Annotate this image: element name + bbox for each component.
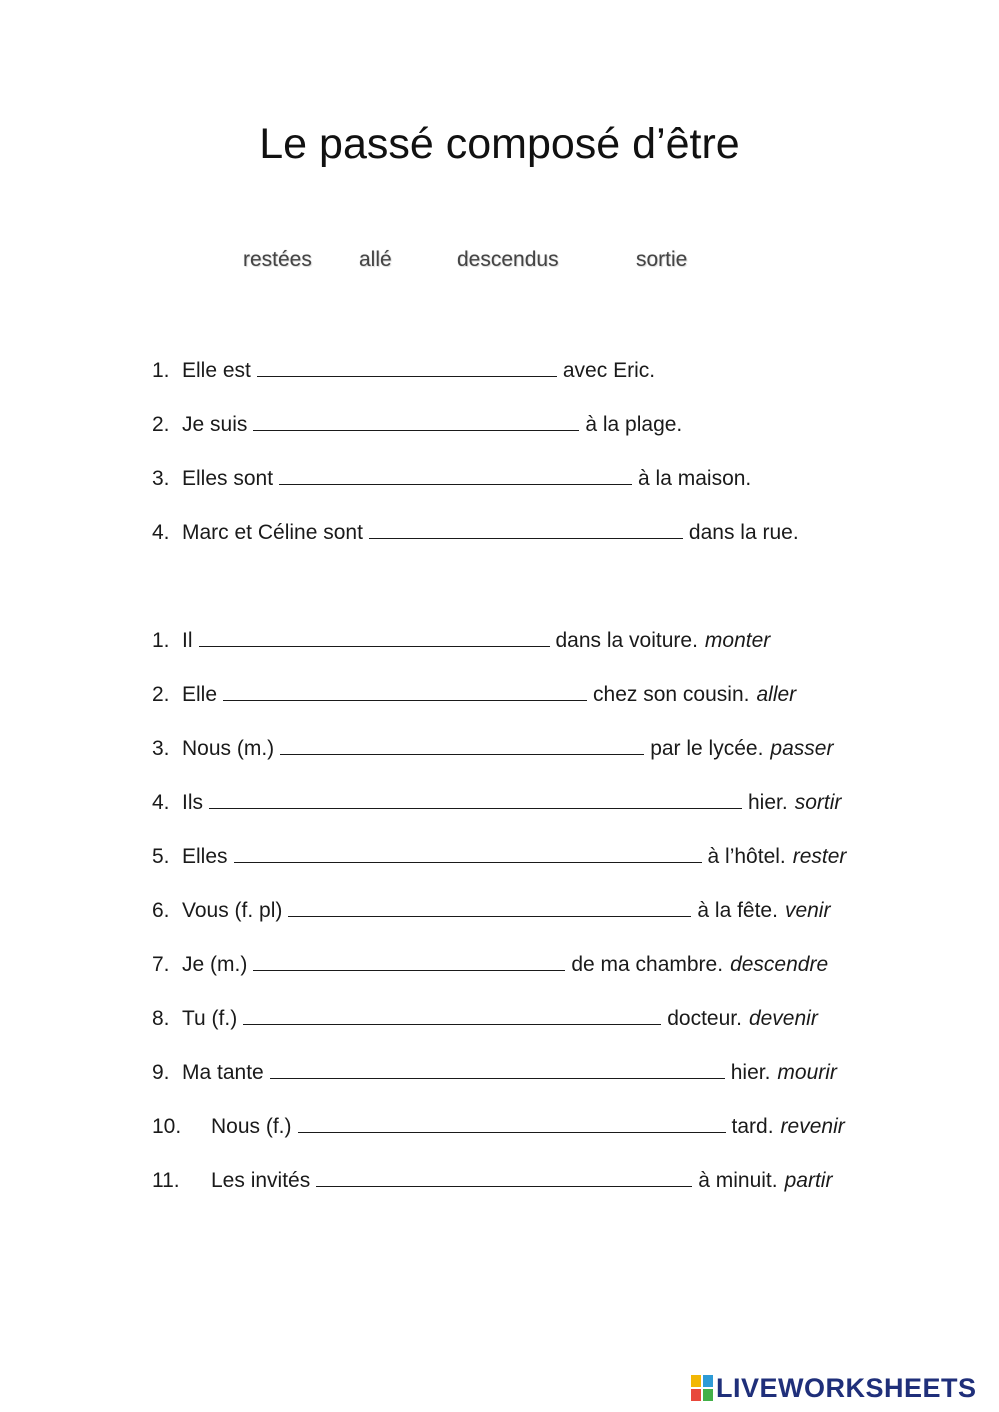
word-bank-item: descendus xyxy=(457,248,559,271)
item-number: 4. xyxy=(152,521,170,544)
sentence-end: chez son cousin. xyxy=(593,683,750,706)
exercise-line xyxy=(152,733,833,763)
answer-blank[interactable] xyxy=(288,895,691,917)
word-bank-item: sortie xyxy=(636,248,688,271)
sentence-end: à l’hôtel. xyxy=(707,845,786,868)
sentence-end: à la plage. xyxy=(585,413,683,436)
sentence-end: tard. xyxy=(731,1115,774,1138)
verb-hint: devenir xyxy=(748,1007,818,1030)
sentence-end: docteur. xyxy=(667,1007,742,1030)
item-number: 11. xyxy=(152,1169,180,1192)
sentence-start: Marc et Céline sont xyxy=(182,521,363,544)
logo-mark-icon xyxy=(691,1375,713,1401)
answer-blank[interactable] xyxy=(253,409,579,431)
exercise-line xyxy=(152,949,828,979)
verb-hint: descendre xyxy=(730,953,829,976)
item-number: 1. xyxy=(152,359,170,382)
item-number: 6. xyxy=(152,899,170,922)
item-number: 1. xyxy=(152,629,170,652)
answer-blank[interactable] xyxy=(234,841,702,863)
exercise-line xyxy=(152,1165,832,1195)
logo-text: LIVEWORKSHEETS xyxy=(716,1372,977,1403)
sentence-end: à la maison. xyxy=(638,467,752,490)
item-number: 10. xyxy=(152,1115,182,1138)
exercise-line xyxy=(152,517,799,547)
verb-hint: mourir xyxy=(777,1061,837,1084)
sentence-start: Ils xyxy=(182,791,203,814)
exercise-line xyxy=(152,841,846,871)
sentence-end: par le lycée. xyxy=(650,737,764,760)
verb-hint: sortir xyxy=(794,791,842,814)
answer-blank[interactable] xyxy=(369,517,683,539)
sentence-end: de ma chambre. xyxy=(571,953,724,976)
item-number: 7. xyxy=(152,953,170,976)
answer-blank[interactable] xyxy=(270,1057,725,1079)
exercise-line xyxy=(152,463,751,493)
sentence-end: dans la voiture. xyxy=(555,629,698,652)
sentence-start: Les invités xyxy=(211,1169,311,1192)
item-number: 8. xyxy=(152,1007,170,1030)
sentence-end: hier. xyxy=(730,1061,771,1084)
item-number: 2. xyxy=(152,683,170,706)
verb-hint: revenir xyxy=(780,1115,845,1138)
item-number: 4. xyxy=(152,791,170,814)
sentence-end: à la fête. xyxy=(697,899,778,922)
sentence-start: Nous (m.) xyxy=(182,737,275,760)
sentence-end: hier. xyxy=(748,791,788,814)
verb-hint: passer xyxy=(770,737,834,760)
exercise-line xyxy=(152,679,796,709)
item-number: 2. xyxy=(152,413,170,436)
answer-blank[interactable] xyxy=(279,463,632,485)
item-number: 3. xyxy=(152,467,170,490)
liveworksheets-logo xyxy=(691,1372,977,1404)
sentence-start: Il xyxy=(182,629,193,652)
verb-hint: aller xyxy=(756,683,797,706)
page-title: Le passé composé d’être xyxy=(259,120,740,168)
sentence-end: dans la rue. xyxy=(688,521,799,544)
answer-blank[interactable] xyxy=(199,625,550,647)
item-number: 5. xyxy=(152,845,170,868)
exercise-line xyxy=(152,625,770,655)
sentence-start: Nous (f.) xyxy=(211,1115,292,1138)
exercise-line xyxy=(152,1057,837,1087)
exercise-line xyxy=(152,895,830,925)
word-bank xyxy=(0,248,999,278)
sentence-end: avec Eric. xyxy=(562,359,656,382)
word-bank-item: allé xyxy=(359,248,392,271)
sentence-start: Elles sont xyxy=(182,467,274,490)
sentence-start: Vous (f. pl) xyxy=(182,899,283,922)
answer-blank[interactable] xyxy=(243,1003,661,1025)
answer-blank[interactable] xyxy=(280,733,644,755)
exercise-line xyxy=(152,787,841,817)
answer-blank[interactable] xyxy=(316,1165,692,1187)
sentence-start: Je suis xyxy=(182,413,248,436)
sentence-start: Elle xyxy=(182,683,218,706)
word-bank-item: restées xyxy=(243,248,312,271)
sentence-end: à minuit. xyxy=(698,1169,778,1192)
exercise-line xyxy=(152,409,682,439)
verb-hint: rester xyxy=(792,845,847,868)
verb-hint: partir xyxy=(784,1169,833,1192)
sentence-start: Elles xyxy=(182,845,228,868)
answer-blank[interactable] xyxy=(209,787,742,809)
exercise-line xyxy=(152,355,655,385)
item-number: 9. xyxy=(152,1061,170,1084)
sentence-start: Tu (f.) xyxy=(182,1007,238,1030)
exercise-line xyxy=(152,1111,845,1141)
verb-hint: venir xyxy=(784,899,831,922)
sentence-start: Elle est xyxy=(182,359,251,382)
answer-blank[interactable] xyxy=(257,355,557,377)
verb-hint: monter xyxy=(704,629,771,652)
answer-blank[interactable] xyxy=(253,949,565,971)
answer-blank[interactable] xyxy=(223,679,587,701)
sentence-start: Ma tante xyxy=(182,1061,264,1084)
exercise-line xyxy=(152,1003,818,1033)
sentence-start: Je (m.) xyxy=(182,953,248,976)
answer-blank[interactable] xyxy=(298,1111,726,1133)
item-number: 3. xyxy=(152,737,170,760)
